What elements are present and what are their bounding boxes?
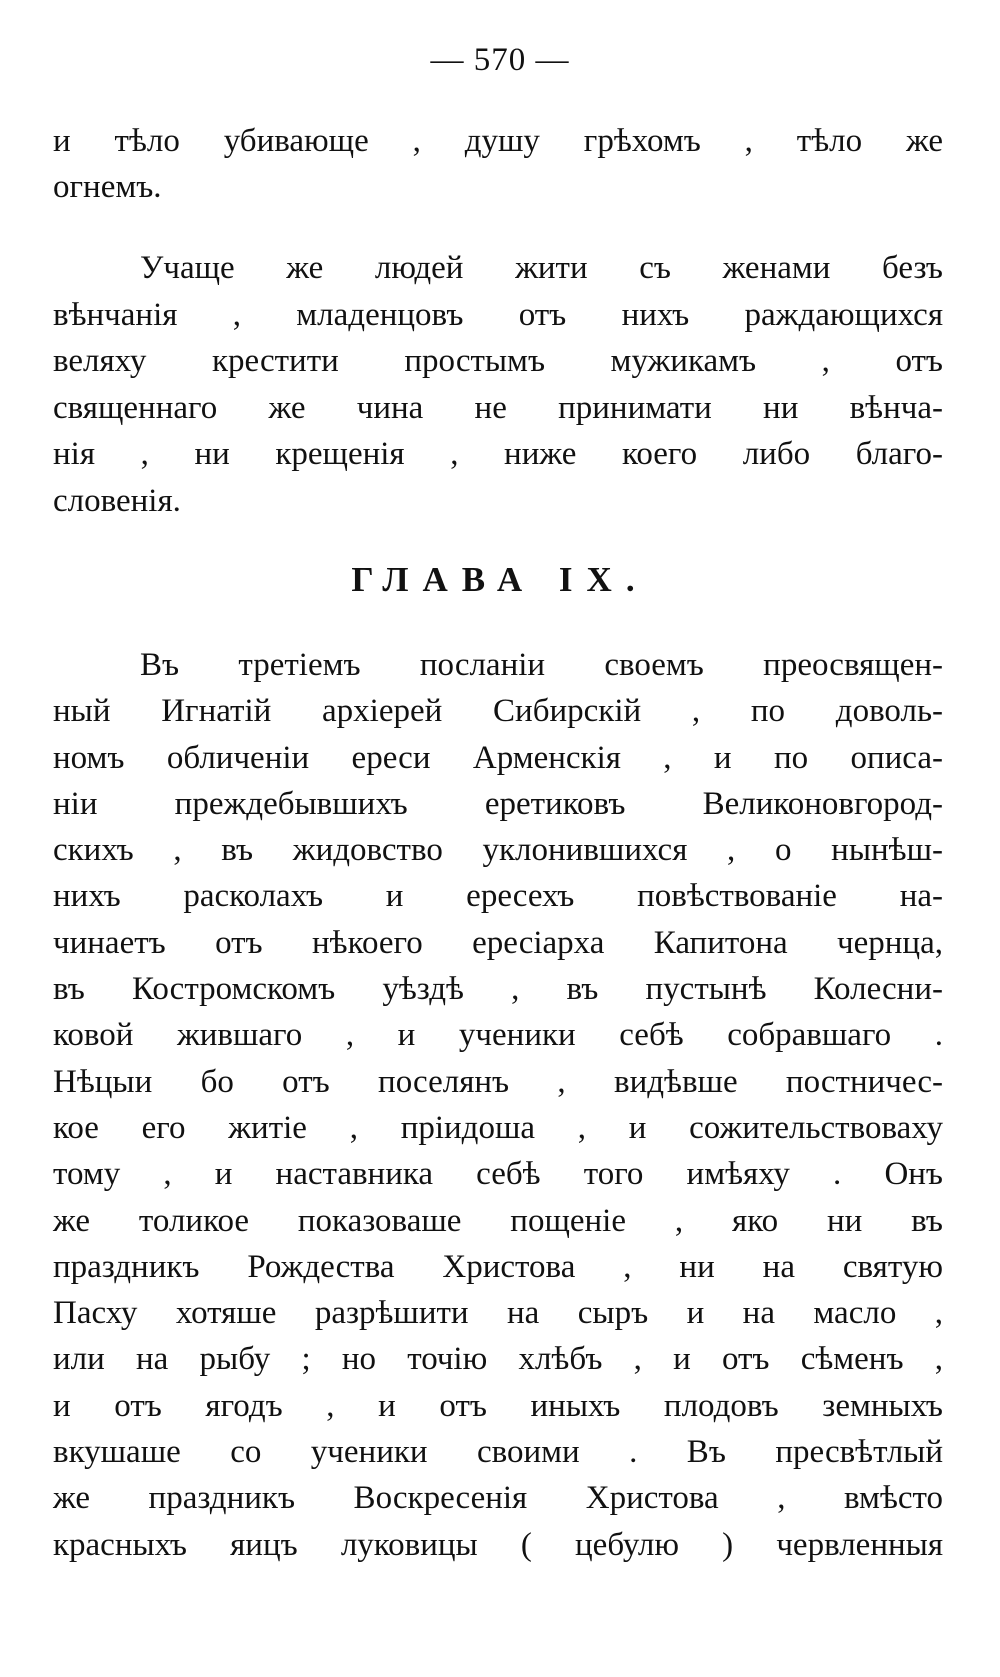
text-line: ковой жившаго , и ученики себѣ собравшаго . xyxy=(53,1017,943,1054)
paragraph-2 xyxy=(53,245,943,524)
text-line: же толикое показоваше пощеніе , яко ни въ xyxy=(53,1202,943,1239)
text-line: огнемъ. xyxy=(53,169,162,205)
text-line: праздникъ Рождества Христова , ни на святую xyxy=(53,1248,943,1285)
text-line: Нѣцыи бо отъ поселянъ , видѣвше постничес- xyxy=(53,1063,943,1100)
text-line: веляху крестити простымъ мужикамъ , отъ xyxy=(53,343,943,379)
text-line: нія , ни крещенія , ниже коего либо благо- xyxy=(53,436,943,472)
text-line: ніи преждебывшихъ еретиковъ Великоновгород- xyxy=(53,785,943,822)
text-line: Въ третіемъ посланіи своемъ преосвящен- xyxy=(140,647,943,683)
text-line: или на рыбу ; но точію хлѣбъ , и отъ сѣменъ , xyxy=(53,1341,943,1378)
text-line: ный Игнатій архіерей Сибирскій , по доволь- xyxy=(53,693,943,730)
text-line: чинаетъ отъ нѣкоего ересіарха Капитона чернца, xyxy=(53,924,943,961)
text-line: вкушаше со ученики своими . Въ пресвѣтлый xyxy=(53,1434,943,1471)
text-line: въ Костромскомъ уѣздѣ , въ пустынѣ Колесни- xyxy=(53,971,943,1008)
text-line: же праздникъ Воскресенія Христова , вмѣсто xyxy=(53,1480,943,1517)
text-line: номъ обличеніи ереси Арменскія , и по описа- xyxy=(53,739,943,776)
paragraph-1 xyxy=(53,118,943,210)
text-line: нихъ расколахъ и ересехъ повѣствованіе на- xyxy=(53,878,943,915)
text-line: словенія. xyxy=(53,482,181,519)
text-line: священнаго же чина не принимати ни вѣнча- xyxy=(53,389,943,426)
text-line: Учаще же людей жити съ женами безъ xyxy=(140,250,943,286)
text-line: скихъ , въ жидовство уклонившихся , о нынѣш- xyxy=(53,832,943,869)
text-line: вѣнчанія , младенцовъ отъ нихъ раждающихся xyxy=(53,296,943,333)
text-line: и тѣло убивающе , душу грѣхомъ , тѣло же xyxy=(53,123,943,159)
text-line: и отъ ягодъ , и отъ иныхъ плодовъ земныхъ xyxy=(53,1387,943,1424)
chapter-paragraph xyxy=(53,642,943,1568)
text-line: тому , и наставника себѣ того имѣяху . Онъ xyxy=(53,1156,943,1193)
text-line: красныхъ яицъ луковицы ( цебулю ) червленныя xyxy=(53,1526,943,1563)
text-line: Пасху хотяше разрѣшити на сыръ и на масло , xyxy=(53,1295,943,1332)
text-line: кое его житіе , пріидоша , и сожительствоваху xyxy=(53,1109,943,1146)
chapter-heading: ГЛАВА IX. xyxy=(351,560,649,599)
page-number: — 570 — xyxy=(430,42,570,78)
